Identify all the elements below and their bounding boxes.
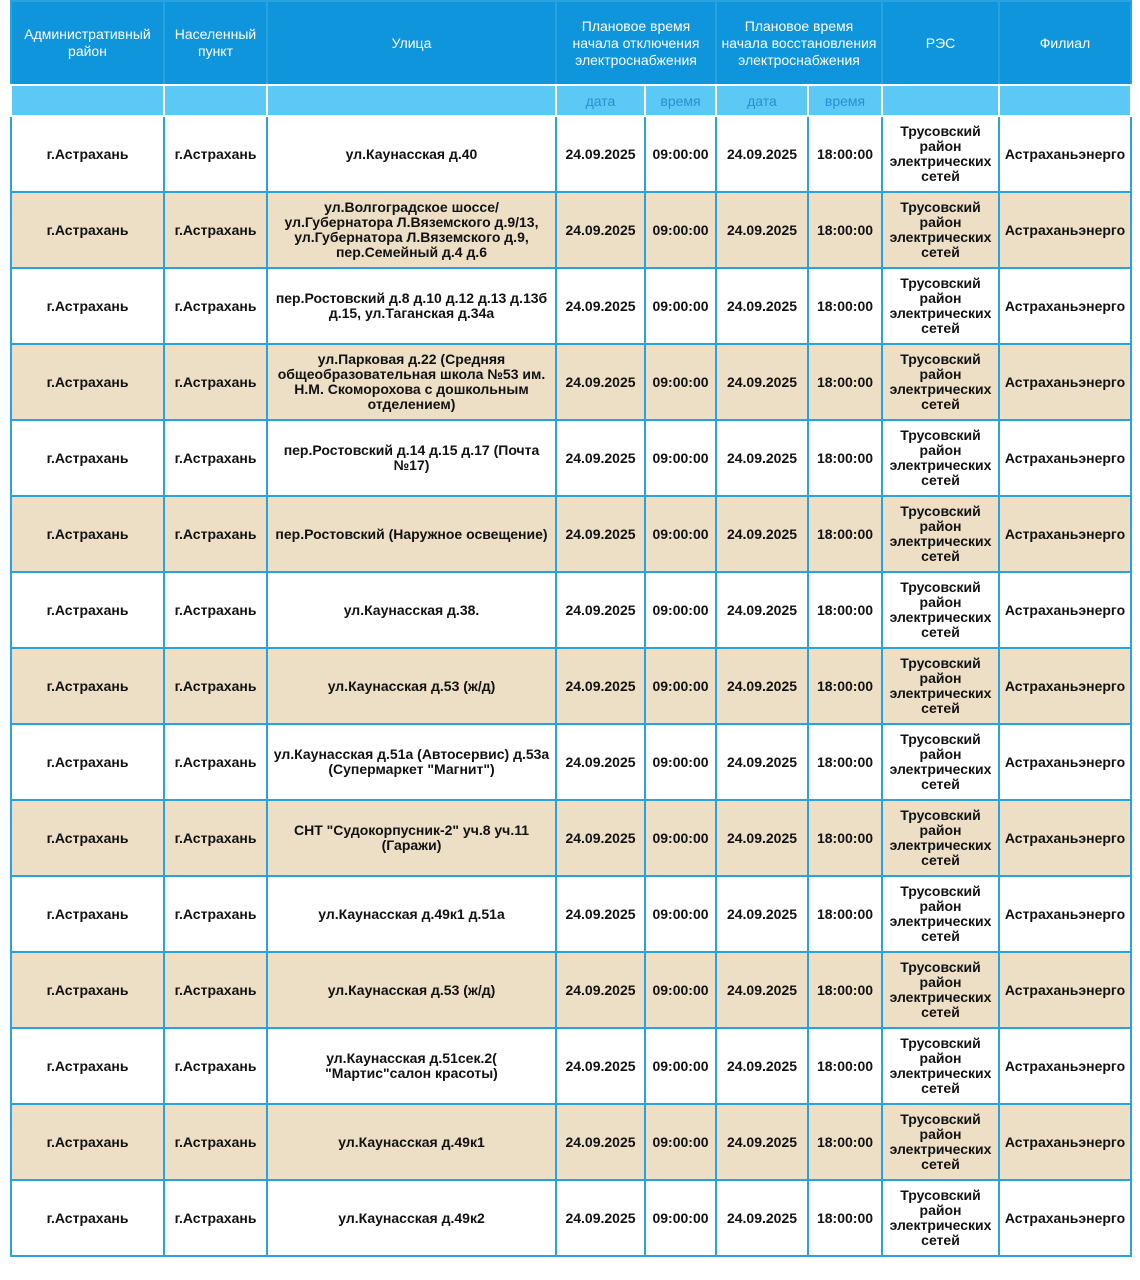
- cell-on-date: 24.09.2025: [716, 572, 808, 648]
- cell-locality: г.Астрахань: [164, 1180, 267, 1256]
- cell-on-time: 18:00:00: [808, 876, 882, 952]
- cell-on-time: 18:00:00: [808, 1180, 882, 1256]
- cell-off-time: 09:00:00: [645, 876, 716, 952]
- cell-res: Трусовский район электрических сетей: [882, 952, 999, 1028]
- table-row: [11, 952, 1131, 1028]
- header-branch: Филиал: [999, 1, 1131, 85]
- outage-table: [10, 0, 1132, 1257]
- cell-locality: г.Астрахань: [164, 496, 267, 572]
- cell-locality: г.Астрахань: [164, 192, 267, 268]
- table-row: [11, 648, 1131, 724]
- cell-off-date: 24.09.2025: [556, 572, 645, 648]
- cell-off-time: 09:00:00: [645, 496, 716, 572]
- subheader-off-date: дата: [556, 85, 645, 116]
- cell-on-time: 18:00:00: [808, 116, 882, 192]
- cell-street: ул.Волгоградское шоссе/ ул.Губернатора Л.Вяземского д.9/13, ул.Губернатора Л.Вяземского д.9, пер.Семейный д.4 д.6: [267, 192, 556, 268]
- cell-district: г.Астрахань: [11, 116, 164, 192]
- cell-on-time: 18:00:00: [808, 1028, 882, 1104]
- cell-district: г.Астрахань: [11, 572, 164, 648]
- cell-on-date: 24.09.2025: [716, 344, 808, 420]
- cell-off-date: 24.09.2025: [556, 876, 645, 952]
- cell-street: ул.Каунасская д.49к2: [267, 1180, 556, 1256]
- subheader-on-date: дата: [716, 85, 808, 116]
- cell-on-date: 24.09.2025: [716, 648, 808, 724]
- cell-on-time: 18:00:00: [808, 268, 882, 344]
- subheader-off-time: время: [645, 85, 716, 116]
- table-row: [11, 496, 1131, 572]
- subheader-empty: [164, 85, 267, 116]
- cell-locality: г.Астрахань: [164, 648, 267, 724]
- cell-off-time: 09:00:00: [645, 1028, 716, 1104]
- cell-district: г.Астрахань: [11, 952, 164, 1028]
- cell-on-time: 18:00:00: [808, 1104, 882, 1180]
- cell-res: Трусовский район электрических сетей: [882, 268, 999, 344]
- cell-res: Трусовский район электрических сетей: [882, 1104, 999, 1180]
- cell-branch: Астраханьэнерго: [999, 192, 1131, 268]
- outage-schedule: [10, 0, 1132, 1257]
- table-row: [11, 116, 1131, 192]
- cell-district: г.Астрахань: [11, 344, 164, 420]
- cell-branch: Астраханьэнерго: [999, 724, 1131, 800]
- table-row: [11, 192, 1131, 268]
- cell-district: г.Астрахань: [11, 648, 164, 724]
- cell-district: г.Астрахань: [11, 1180, 164, 1256]
- cell-street: ул.Каунасская д.51а (Автосервис) д.53а (Супермаркет "Магнит"): [267, 724, 556, 800]
- cell-street: пер.Ростовский д.14 д.15 д.17 (Почта №17): [267, 420, 556, 496]
- cell-off-time: 09:00:00: [645, 344, 716, 420]
- cell-off-time: 09:00:00: [645, 800, 716, 876]
- cell-on-time: 18:00:00: [808, 648, 882, 724]
- cell-district: г.Астрахань: [11, 268, 164, 344]
- cell-branch: Астраханьэнерго: [999, 952, 1131, 1028]
- cell-res: Трусовский район электрических сетей: [882, 800, 999, 876]
- cell-street: ул.Каунасская д.40: [267, 116, 556, 192]
- table-row: [11, 1180, 1131, 1256]
- header-street: Улица: [267, 1, 556, 85]
- cell-off-time: 09:00:00: [645, 192, 716, 268]
- cell-district: г.Астрахань: [11, 800, 164, 876]
- cell-branch: Астраханьэнерго: [999, 496, 1131, 572]
- table-row: [11, 1104, 1131, 1180]
- cell-off-date: 24.09.2025: [556, 648, 645, 724]
- cell-on-date: 24.09.2025: [716, 420, 808, 496]
- cell-off-date: 24.09.2025: [556, 1180, 645, 1256]
- cell-district: г.Астрахань: [11, 724, 164, 800]
- cell-off-time: 09:00:00: [645, 952, 716, 1028]
- cell-street: СНТ "Судокорпусник-2" уч.8 уч.11 (Гаражи): [267, 800, 556, 876]
- cell-branch: Астраханьэнерго: [999, 1104, 1131, 1180]
- cell-res: Трусовский район электрических сетей: [882, 420, 999, 496]
- cell-off-date: 24.09.2025: [556, 1028, 645, 1104]
- cell-off-date: 24.09.2025: [556, 192, 645, 268]
- cell-district: г.Астрахань: [11, 1104, 164, 1180]
- cell-branch: Астраханьэнерго: [999, 268, 1131, 344]
- cell-off-date: 24.09.2025: [556, 344, 645, 420]
- cell-res: Трусовский район электрических сетей: [882, 1180, 999, 1256]
- cell-on-time: 18:00:00: [808, 800, 882, 876]
- cell-street: ул.Каунасская д.53 (ж/д): [267, 952, 556, 1028]
- cell-street: пер.Ростовский (Наружное освещение): [267, 496, 556, 572]
- cell-on-date: 24.09.2025: [716, 268, 808, 344]
- table-row: [11, 420, 1131, 496]
- cell-on-time: 18:00:00: [808, 724, 882, 800]
- cell-locality: г.Астрахань: [164, 1028, 267, 1104]
- subheader-empty: [11, 85, 164, 116]
- cell-branch: Астраханьэнерго: [999, 344, 1131, 420]
- cell-on-date: 24.09.2025: [716, 724, 808, 800]
- cell-on-time: 18:00:00: [808, 192, 882, 268]
- cell-res: Трусовский район электрических сетей: [882, 192, 999, 268]
- cell-street: ул.Каунасская д.49к1 д.51а: [267, 876, 556, 952]
- cell-branch: Астраханьэнерго: [999, 572, 1131, 648]
- cell-on-time: 18:00:00: [808, 952, 882, 1028]
- table-row: [11, 1028, 1131, 1104]
- cell-off-time: 09:00:00: [645, 116, 716, 192]
- cell-on-date: 24.09.2025: [716, 1180, 808, 1256]
- cell-on-date: 24.09.2025: [716, 800, 808, 876]
- cell-off-time: 09:00:00: [645, 572, 716, 648]
- cell-on-time: 18:00:00: [808, 420, 882, 496]
- cell-branch: Астраханьэнерго: [999, 420, 1131, 496]
- cell-res: Трусовский район электрических сетей: [882, 496, 999, 572]
- table-row: [11, 572, 1131, 648]
- cell-locality: г.Астрахань: [164, 952, 267, 1028]
- header-restore-time: Плановое время начала восстановления электроснабжения: [716, 1, 882, 85]
- cell-locality: г.Астрахань: [164, 344, 267, 420]
- cell-street: ул.Каунасская д.53 (ж/д): [267, 648, 556, 724]
- table-row: [11, 344, 1131, 420]
- cell-res: Трусовский район электрических сетей: [882, 876, 999, 952]
- cell-district: г.Астрахань: [11, 496, 164, 572]
- cell-off-date: 24.09.2025: [556, 724, 645, 800]
- cell-on-date: 24.09.2025: [716, 1028, 808, 1104]
- header-off-time: Плановое время начала отключения электроснабжения: [556, 1, 716, 85]
- cell-locality: г.Астрахань: [164, 800, 267, 876]
- table-row: [11, 800, 1131, 876]
- cell-off-time: 09:00:00: [645, 1104, 716, 1180]
- cell-district: г.Астрахань: [11, 876, 164, 952]
- cell-on-time: 18:00:00: [808, 496, 882, 572]
- cell-on-date: 24.09.2025: [716, 116, 808, 192]
- cell-street: пер.Ростовский д.8 д.10 д.12 д.13 д.13б д.15, ул.Таганская д.34а: [267, 268, 556, 344]
- cell-branch: Астраханьэнерго: [999, 1180, 1131, 1256]
- cell-locality: г.Астрахань: [164, 420, 267, 496]
- cell-branch: Астраханьэнерго: [999, 876, 1131, 952]
- subheader-empty: [882, 85, 999, 116]
- cell-on-date: 24.09.2025: [716, 192, 808, 268]
- cell-district: г.Астрахань: [11, 192, 164, 268]
- subheader-empty: [267, 85, 556, 116]
- cell-off-time: 09:00:00: [645, 648, 716, 724]
- cell-locality: г.Астрахань: [164, 1104, 267, 1180]
- table-row: [11, 724, 1131, 800]
- header-locality: Населенный пункт: [164, 1, 267, 85]
- cell-on-date: 24.09.2025: [716, 952, 808, 1028]
- cell-branch: Астраханьэнерго: [999, 648, 1131, 724]
- cell-off-date: 24.09.2025: [556, 268, 645, 344]
- cell-off-time: 09:00:00: [645, 1180, 716, 1256]
- cell-street: ул.Каунасская д.38.: [267, 572, 556, 648]
- cell-res: Трусовский район электрических сетей: [882, 724, 999, 800]
- cell-street: ул.Парковая д.22 (Средняя общеобразовательная школа №53 им. Н.М. Скоморохова с дошкольным отделением): [267, 344, 556, 420]
- cell-off-date: 24.09.2025: [556, 116, 645, 192]
- cell-locality: г.Астрахань: [164, 268, 267, 344]
- cell-district: г.Астрахань: [11, 1028, 164, 1104]
- cell-off-date: 24.09.2025: [556, 1104, 645, 1180]
- header-res: РЭС: [882, 1, 999, 85]
- cell-locality: г.Астрахань: [164, 876, 267, 952]
- cell-branch: Астраханьэнерго: [999, 800, 1131, 876]
- cell-on-date: 24.09.2025: [716, 496, 808, 572]
- cell-on-time: 18:00:00: [808, 344, 882, 420]
- table-header: [11, 1, 1131, 116]
- cell-res: Трусовский район электрических сетей: [882, 1028, 999, 1104]
- cell-off-date: 24.09.2025: [556, 420, 645, 496]
- cell-district: г.Астрахань: [11, 420, 164, 496]
- cell-res: Трусовский район электрических сетей: [882, 648, 999, 724]
- cell-branch: Астраханьэнерго: [999, 1028, 1131, 1104]
- cell-street: ул.Каунасская д.49к1: [267, 1104, 556, 1180]
- cell-res: Трусовский район электрических сетей: [882, 116, 999, 192]
- cell-on-time: 18:00:00: [808, 572, 882, 648]
- subheader-on-time: время: [808, 85, 882, 116]
- table-row: [11, 268, 1131, 344]
- cell-res: Трусовский район электрических сетей: [882, 572, 999, 648]
- cell-off-time: 09:00:00: [645, 420, 716, 496]
- cell-locality: г.Астрахань: [164, 116, 267, 192]
- cell-off-time: 09:00:00: [645, 724, 716, 800]
- cell-street: ул.Каунасская д.51сек.2( "Мартис"салон красоты): [267, 1028, 556, 1104]
- cell-off-time: 09:00:00: [645, 268, 716, 344]
- table-row: [11, 876, 1131, 952]
- cell-off-date: 24.09.2025: [556, 952, 645, 1028]
- cell-on-date: 24.09.2025: [716, 1104, 808, 1180]
- cell-locality: г.Астрахань: [164, 572, 267, 648]
- cell-on-date: 24.09.2025: [716, 876, 808, 952]
- header-district: Административный район: [11, 1, 164, 85]
- cell-branch: Астраханьэнерго: [999, 116, 1131, 192]
- cell-off-date: 24.09.2025: [556, 496, 645, 572]
- cell-off-date: 24.09.2025: [556, 800, 645, 876]
- table-body: [11, 116, 1131, 1256]
- cell-locality: г.Астрахань: [164, 724, 267, 800]
- cell-res: Трусовский район электрических сетей: [882, 344, 999, 420]
- subheader-empty: [999, 85, 1131, 116]
